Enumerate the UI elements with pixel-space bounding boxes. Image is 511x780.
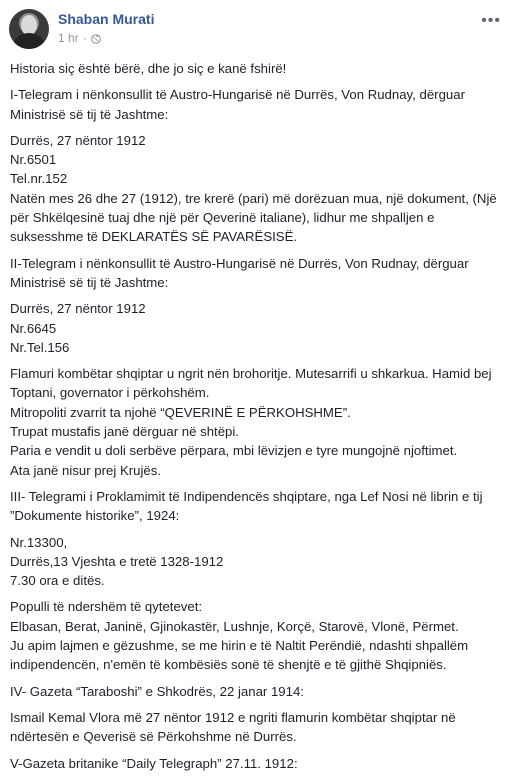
post-text-line: Durrës, 27 nëntor 1912 bbox=[10, 132, 146, 148]
post-text-line: Durrës, 27 nëntor 1912 bbox=[10, 301, 146, 317]
meta-separator: · bbox=[82, 31, 87, 45]
avatar-face bbox=[21, 15, 37, 35]
post-text-line: Durrës,13 Vjeshta e tretë 1328-1912 bbox=[10, 553, 224, 569]
post-text-line: Flamuri kombëtar shqiptar u ngrit nën brohoritje. Mutesarrifi u shkarkua. Hamid bej Toptani, governator i përkohshëm. bbox=[10, 366, 492, 401]
more-options-button[interactable]: ••• bbox=[481, 12, 501, 29]
post-text-line: Ju apim lajmen e gëzushme, se me hirin e të Naltit Perëndië, ndashti shpallëm indipendencën, n'emën të kombësiës sonë të shenjtë e të gjithë Shqipniës. bbox=[10, 638, 469, 673]
post-text-line: Nr.6645 bbox=[10, 320, 57, 336]
post-text-line: Nr.6501 bbox=[10, 152, 57, 168]
post-text-line: IV- Gazeta “Taraboshi” e Shkodrës, 22 janar 1914: bbox=[10, 683, 304, 699]
post-paragraph bbox=[10, 487, 504, 526]
post-time[interactable]: 1 hr bbox=[58, 31, 79, 45]
post-header bbox=[0, 0, 511, 56]
post-paragraph bbox=[10, 682, 504, 701]
post-paragraph bbox=[10, 364, 504, 480]
post-paragraph bbox=[10, 597, 504, 674]
globe-icon[interactable] bbox=[91, 33, 101, 43]
post-paragraph bbox=[10, 254, 504, 293]
post-paragraph bbox=[10, 85, 504, 124]
post-text-line: II-Telegram i nënkonsullit të Austro-Hungarisë në Durrës, Von Rudnay, dërguar Ministrisë së tij të Jashtme: bbox=[10, 255, 469, 290]
post-text-line: Populli të ndershëm të qytetevet: bbox=[10, 599, 203, 615]
post-text-line: Nr.Tel.156 bbox=[10, 339, 70, 355]
post-text-line: Tel.nr.152 bbox=[10, 171, 68, 187]
post-text-line: Ata janë nisur prej Krujës. bbox=[10, 462, 161, 478]
post-text-line: Ismail Kemal Vlora më 27 nëntor 1912 e ngriti flamurin kombëtar shqiptar në ndërtesën e Qeverisë së Përkohshme në Durrës. bbox=[10, 709, 456, 745]
post-text-line: Mitropoliti zvarrit ta njohë “QEVERINË E PËRKOHSHME”. bbox=[10, 404, 351, 420]
post-paragraph bbox=[10, 708, 504, 747]
post-text-line: V-Gazeta britanike “Daily Telegraph” 27.11. 1912: bbox=[10, 755, 298, 771]
post-paragraph bbox=[10, 131, 504, 247]
avatar-suit bbox=[14, 33, 44, 49]
post-text-line: III- Telegrami i Proklamimit të Indipendencës shqiptare, nga Lef Nosi në librin e tij ”Dokumente historike”, 1924: bbox=[10, 488, 483, 524]
avatar[interactable] bbox=[9, 9, 49, 49]
post-meta bbox=[58, 31, 101, 45]
post-text-line: Elbasan, Berat, Janinë, Gjinokastër, Lushnje, Korçë, Starovë, Vlonë, Përmet. bbox=[10, 618, 459, 634]
post-text-line: 7.30 ora e ditës. bbox=[10, 573, 105, 589]
post-text-line: Historia siç është bërë, dhe jo siç e kanë fshirë! bbox=[10, 61, 287, 76]
author-name[interactable]: Shaban Murati bbox=[58, 11, 155, 27]
post-text-line: Trupat mustafis janë dërguar në shtëpi. bbox=[10, 424, 239, 440]
post-paragraph bbox=[10, 299, 504, 357]
post-text-line: I-Telegram i nënkonsullit të Austro-Hungarisë në Durrës, Von Rudnay, dërguar Ministrisë së tij të Jashtme: bbox=[10, 87, 465, 122]
post-paragraph bbox=[10, 754, 504, 773]
post-paragraph bbox=[10, 59, 504, 78]
post-text-line: Nr.13300, bbox=[10, 534, 68, 550]
post-content bbox=[10, 59, 504, 780]
post-paragraph bbox=[10, 533, 504, 591]
post-text-line: Natën mes 26 dhe 27 (1912), tre krerë (pari) më dorëzuan mua, një dokument, (Një për Shkëlqesinë tuaj dhe një për Qeverinë italiane), lidhur me shpalljen e suksesshme të DEKLARATËS SË PAVARËSISË. bbox=[10, 190, 497, 245]
post-text-line: Paria e vendit u doli serbëve përpara, mbi lëvizjen e tyre mungojnë njoftimet. bbox=[10, 443, 458, 459]
